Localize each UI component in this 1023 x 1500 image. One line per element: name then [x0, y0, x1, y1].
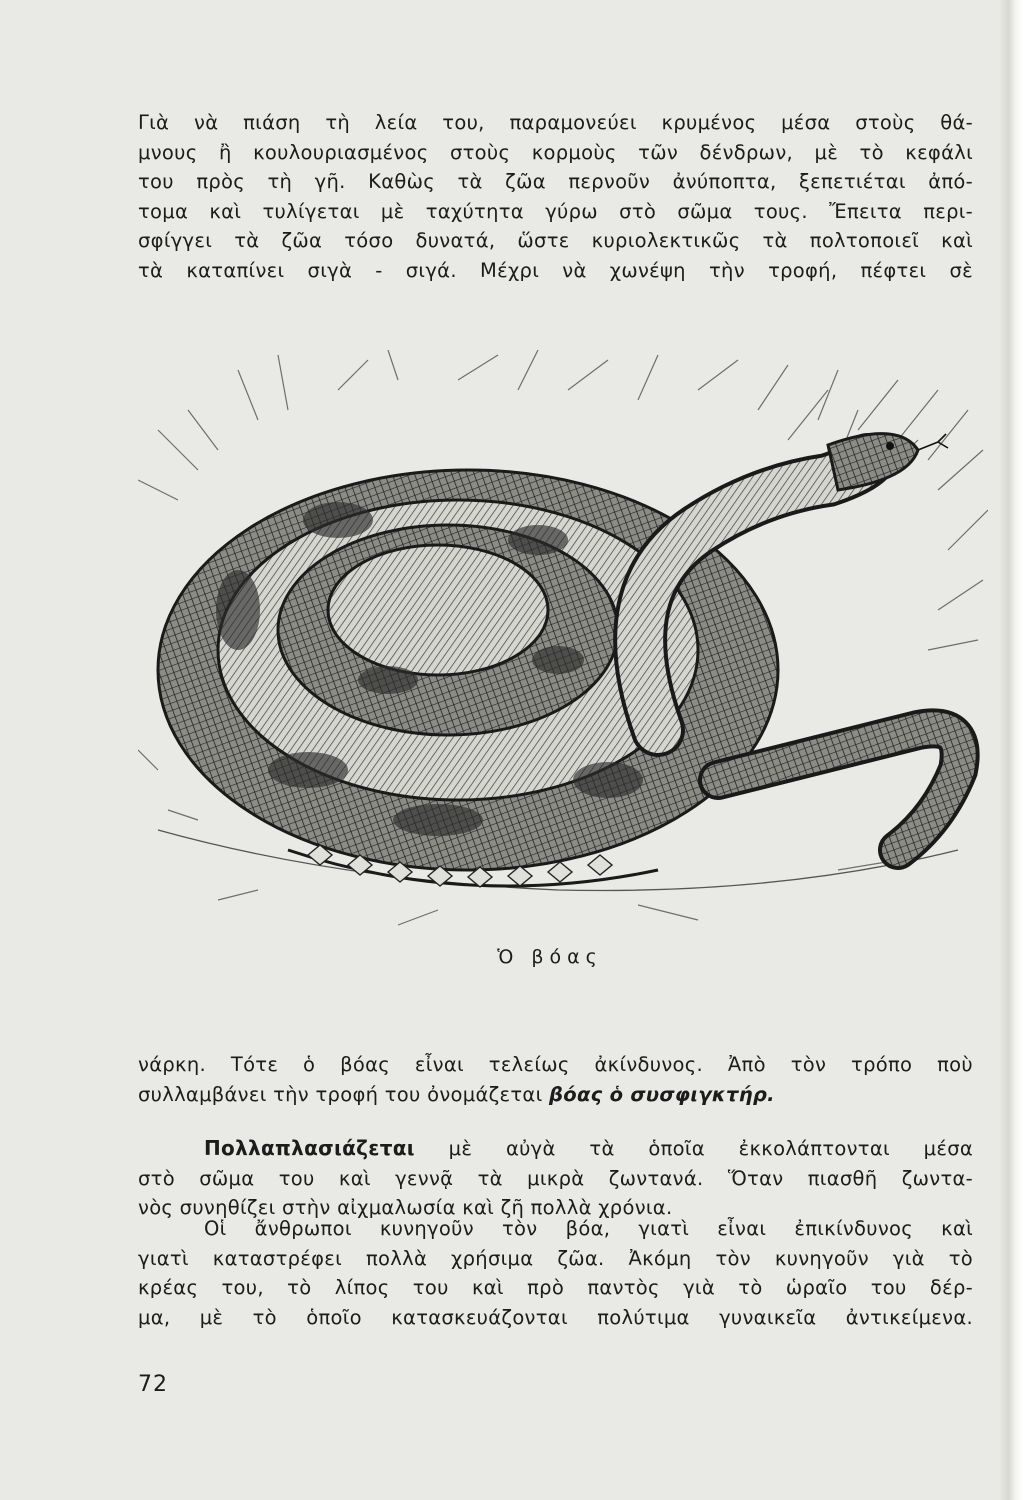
text-line: κρέας του, τὸ λίπος του καὶ πρὸ παντὸς γιὰ τὸ ὡραῖο του δέρ- [138, 1276, 973, 1299]
text-line [138, 1080, 973, 1110]
text-line: σφίγγει τὰ ζῶα τόσο δυνατά, ὥστε κυριολεκτικῶς τὰ πολτοποιεῖ καὶ [138, 229, 973, 252]
text-line: μα, μὲ τὸ ὁποῖο κατασκευάζονται πολύτιμα γυναικεῖα ἀντικείμενα. [138, 1305, 973, 1329]
text-line: Γιὰ νὰ πιάση τὴ λεία του, παραμονεύει κρυμένος μέσα στοὺς θά- [138, 111, 973, 134]
species-name: βόας ὁ συσφιγκτήρ. [548, 1082, 775, 1106]
text-run: συλλαμβάνει τὴν τροφή του ὀνομάζεται [138, 1082, 543, 1106]
text-run: μὲ αὐγὰ τὰ ὁποῖα ἐκκολάπτονται μέσα [448, 1137, 974, 1160]
text-line: νὸς συνηθίζει στὴν αἰχμαλωσία καὶ ζῆ πολλὰ χρόνια. [138, 1196, 673, 1219]
text-line: Οἱ ἄνθρωποι κυνηγοῦν τὸν βόα, γιατὶ εἶναι ἐπικίνδυνος καὶ [204, 1217, 973, 1240]
text-line [138, 1134, 973, 1164]
boa-snake-icon [138, 350, 988, 935]
text-line: γιατὶ καταστρέφει πολλὰ χρήσιμα ζῶα. Ἀκόμη τὸν κυνηγοῦν γιὰ τὸ [138, 1246, 973, 1270]
text-line: τὰ καταπίνει σιγὰ - σιγά. Μέχρι νὰ χωνέψη τὴν τροφή, πέφτει σὲ [138, 258, 973, 282]
boa-illustration [138, 350, 988, 935]
text-line: στὸ σῶμα του καὶ γεννᾷ τὰ μικρὰ ζωντανά. Ὅταν πιασθῆ ζωντα- [138, 1166, 973, 1190]
text-line: μνους ἢ κουλουριασμένος στοὺς κορμοὺς τῶν δένδρων, μὲ τὸ κεφάλι [138, 140, 973, 164]
text-line: νάρκη. Τότε ὁ βόας εἶναι τελείως ἀκίνδυνος. Ἀπὸ τὸν τρόπο ποὺ [138, 1053, 973, 1076]
text-line: τομα καὶ τυλίγεται μὲ ταχύτητα γύρω στὸ σῶμα τους. Ἔπειτα περι- [138, 199, 973, 223]
page-spine-shadow [999, 0, 1023, 1500]
figure-caption: Ὁ βόας [497, 946, 603, 968]
section-lead-word: Πολλαπλασιάζεται [204, 1136, 415, 1160]
page-number: 72 [138, 1372, 168, 1397]
paragraph-reproduction [138, 1134, 973, 1223]
text-line: του πρὸς τὴ γῆ. Καθὼς τὰ ζῶα περνοῦν ἀνύποπτα, ξεπετιέται ἀπό- [138, 170, 973, 193]
paragraph-torpor [138, 1050, 973, 1109]
paragraph-hunting-humans [138, 1214, 973, 1332]
paragraph-hunting [138, 108, 973, 285]
